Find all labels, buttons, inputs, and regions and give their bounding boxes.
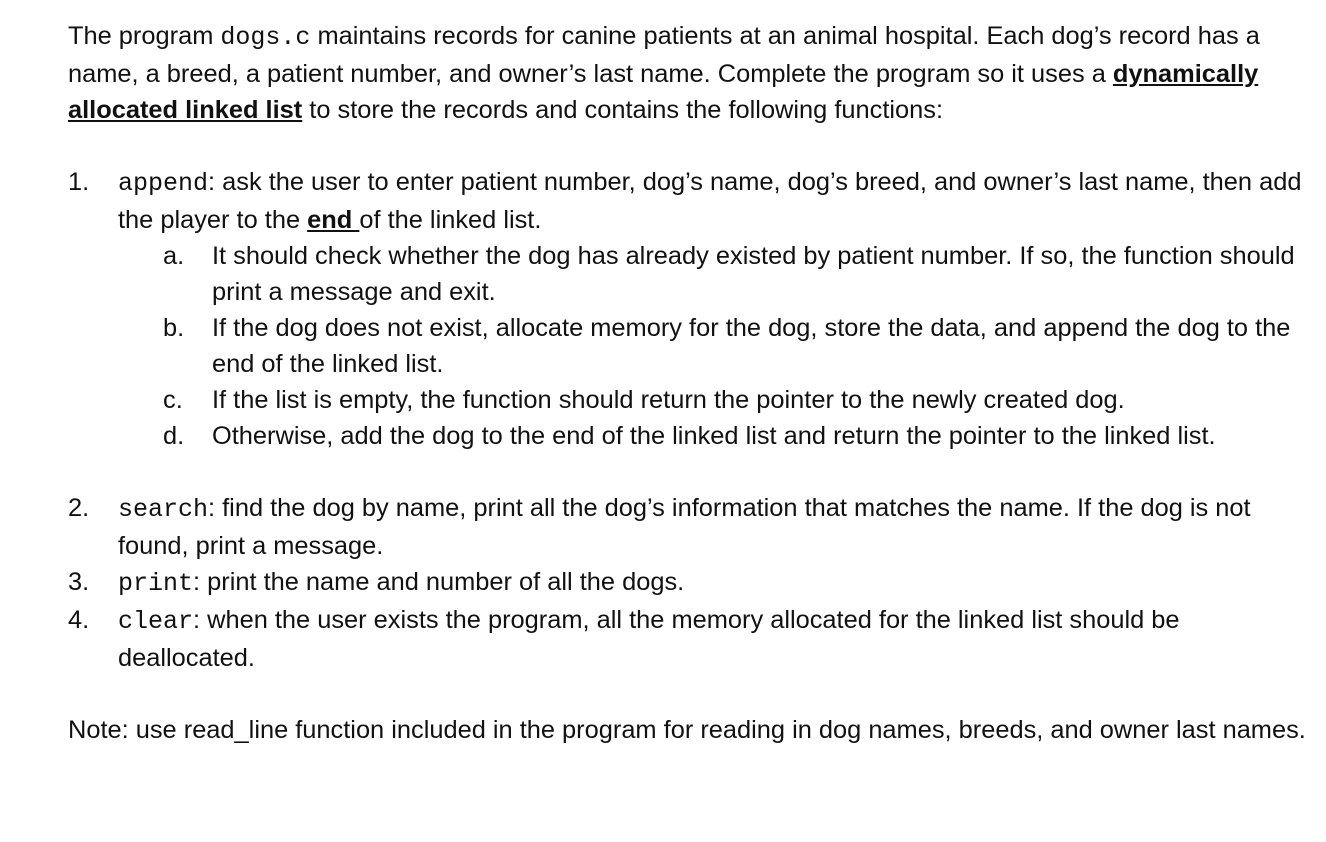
list-item-print: [68, 564, 1308, 602]
intro-filename-code: dogs.c: [220, 23, 311, 52]
list-number: 4.: [68, 606, 90, 634]
intro-text-2: maintains records for canine patients at an animal hospital. Each dog’s record has a name, a breed, a patient number, and owner’s last name. Complete the program so it uses a: [68, 22, 1260, 88]
sub-item-text: It should check whether the dog has already existed by patient number. If so, the function should print a message and exit.: [212, 242, 1295, 306]
append-text-2: of the linked list.: [359, 206, 542, 234]
print-code: print: [118, 569, 194, 598]
search-code: search: [118, 495, 209, 524]
list-number: 1.: [68, 168, 90, 196]
intro-text-3: to store the records and contains the following functions:: [302, 96, 944, 124]
clear-description: [118, 602, 1308, 676]
clear-code: clear: [118, 607, 194, 636]
sub-item-text: Otherwise, add the dog to the end of the linked list and return the pointer to the linked list.: [212, 422, 1216, 450]
sub-item-letter: a.: [163, 242, 185, 270]
intro-text-1: The program: [68, 22, 221, 50]
sub-item-letter: c.: [163, 386, 183, 414]
note-paragraph: Note: use read_line function included in the program for reading in dog names, breeds, and owner last names.: [68, 716, 1306, 744]
list-item-append: [68, 164, 1308, 238]
sub-item-letter: d.: [163, 422, 185, 450]
print-description: [118, 564, 1308, 602]
clear-text: : when the user exists the program, all the memory allocated for the linked list should be deallocated.: [118, 606, 1180, 672]
assignment-document: [68, 18, 1308, 748]
intro-emphasis: dynamically allocated linked list: [68, 60, 1259, 124]
append-description: [118, 164, 1308, 238]
append-text-1: : ask the user to enter patient number, dog’s name, dog’s breed, and owner’s last name, then add the player to the: [118, 168, 1302, 234]
search-text: : find the dog by name, print all the dog’s information that matches the name. If the dog is not found, print a message.: [118, 494, 1251, 560]
sub-item-d: [68, 418, 1308, 454]
sub-item-a: [68, 238, 1308, 310]
list-item-clear: [68, 602, 1308, 676]
list-number: 3.: [68, 568, 90, 596]
intro-paragraph: [68, 18, 1308, 128]
sub-item-text: If the dog does not exist, allocate memory for the dog, store the data, and append the dog to the end of the linked list.: [212, 314, 1291, 378]
append-code: append: [118, 169, 209, 198]
sub-item-b: [68, 310, 1308, 382]
list-item-search: [68, 490, 1308, 564]
sub-item-c: [68, 382, 1308, 418]
append-emphasis: end: [307, 206, 360, 234]
print-text: : print the name and number of all the dogs.: [193, 568, 685, 596]
search-description: [118, 490, 1308, 564]
sub-item-text: If the list is empty, the function should return the pointer to the newly created dog.: [212, 386, 1125, 414]
list-number: 2.: [68, 494, 90, 522]
sub-item-letter: b.: [163, 314, 185, 342]
